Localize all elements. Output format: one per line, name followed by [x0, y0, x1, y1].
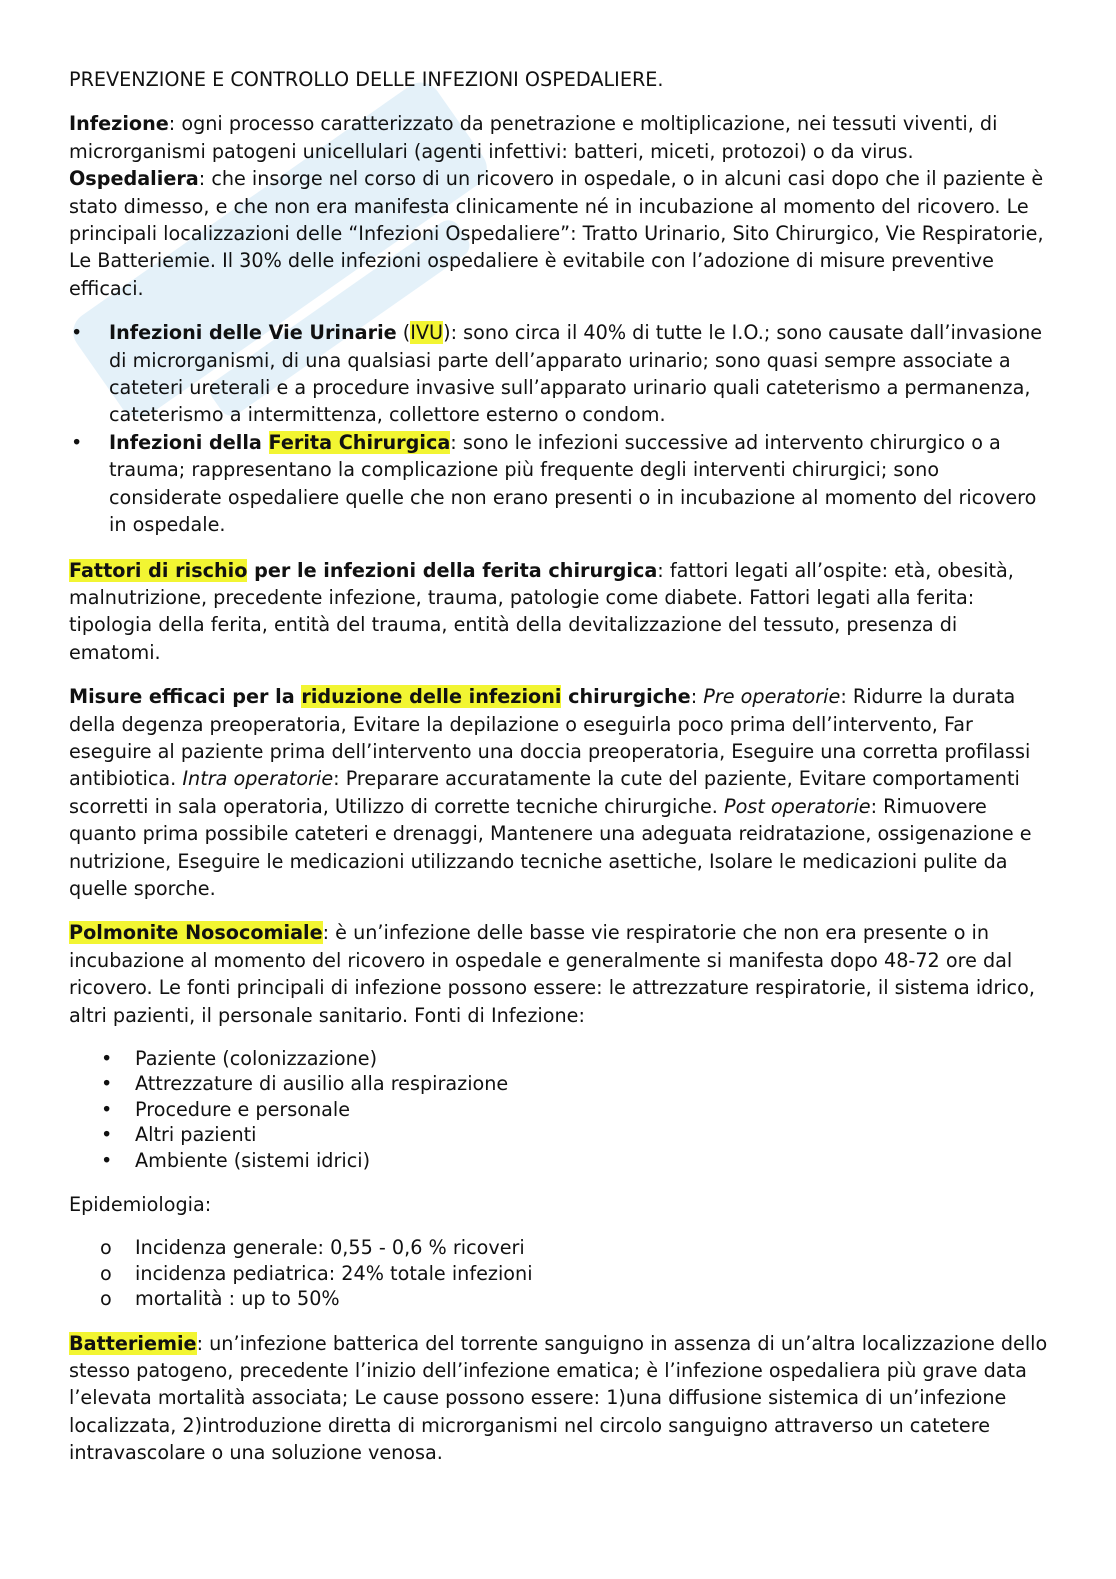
rischio-paragraph — [69, 557, 1054, 667]
label-intra-operatorie: Intra operatorie — [182, 767, 334, 791]
highlight-polmonite: Polmonite Nosocomiale — [69, 921, 323, 945]
bullet-icon: • — [101, 1148, 113, 1172]
batteriemie-paragraph — [69, 1330, 1054, 1467]
list-item-ivu: • Infezioni delle Vie Urinarie (IVU): sono circa il 40% di tutte le I.O.; sono causate dall’invasione di microrganismi, di una qualsiasi parte dell’apparato urinario; sono quasi sempre associate a cateteri ureterali e a procedure invasive sull’apparato urinario quali cateterismo a permanenza, cateterismo a intermittenza, collettore esterno o condom. — [71, 321, 1043, 427]
epidemiologia-label: Epidemiologia: — [69, 1193, 212, 1217]
polmonite-text: : è un’infezione delle basse vie respiratorie che non era presente o in incubazione al momento del ricovero in ospedale e generalmente si manifesta dopo 48-72 ore dal ricovero. Le fonti principali di infezione possono essere: le attrezzature respiratorie, il sistema idrico, altri pazienti, il personale sanitario. Fonti di Infezione: — [69, 921, 1035, 1027]
ferita-description: : sono le infezioni successive ad intervento chirurgico o a trauma; rappresentano la complicazione più frequente degli interventi chirurgici; sono considerate ospedaliere quelle che non erano presenti o in incubazione al momento del ricovero in ospedale. — [109, 430, 1037, 537]
misure-paragraph: Misure efficaci per la riduzione delle infezioni chirurgiche: Pre operatorie: Ridurre la durata della degenza preoperatoria, Evitare la depilazione o eseguirla poco prima dell’intervento, Far eseguire al paziente prima dell’intervento una doccia preoperatoria, Eseguire una corretta profilassi antibiotica. Intra operatorie: Preparare accuratamente la cute del paziente, Evitare comportamenti scorretti in sala operatoria, Utilizzo di corrette tecniche chirurgiche. Post operatorie: Rimuovere quanto prima possibile cateteri e drenaggi, Mantenere una adeguata reidratazione, ossigenazione e nutrizione, Eseguire le medicazioni utilizzando tecniche asettiche, Isolare le medicazioni pulite da quelle sporche. — [69, 685, 1032, 900]
list-item: • Altri pazienti — [101, 1123, 257, 1147]
highlight-riduzione: riduzione delle infezioni — [301, 685, 562, 709]
bullet-icon: • — [101, 1047, 113, 1070]
bullet-icon: • — [71, 321, 83, 345]
highlight-ivu: IVU — [410, 321, 444, 345]
bullet-icon: • — [71, 430, 83, 454]
list-item-ferita — [69, 429, 1054, 539]
label-pre-operatorie: Pre operatorie — [703, 685, 841, 709]
polmonite-paragraph — [69, 919, 1054, 1029]
list-item: • Attrezzature di ausilio alla respirazione — [101, 1072, 509, 1096]
term-infezione: Infezione — [69, 112, 169, 136]
highlight-fattori-rischio: Fattori di rischio — [69, 558, 248, 582]
list-item: • Procedure e personale — [101, 1097, 351, 1121]
document-page — [69, 66, 1054, 1484]
circle-bullet-icon: o — [100, 1236, 112, 1260]
label-post-operatorie: Post operatorie — [724, 794, 871, 818]
epidemiologia-list — [69, 1235, 1054, 1311]
highlight-ferita-chirurgica: Ferita Chirurgica — [268, 430, 451, 454]
fonti-list — [69, 1046, 1054, 1173]
document-title: PREVENZIONE E CONTROLLO DELLE INFEZIONI OSPEDALIERE. — [69, 68, 664, 91]
circle-bullet-icon: o — [100, 1287, 112, 1311]
ivu-description: ): sono circa il 40% di tutte le I.O.; sono causate dall’invasione di microrganismi, di una qualsiasi parte dell’apparato urinario; sono quasi sempre associate a cateteri ureterali e a procedure invasive sull’apparato urinario quali cateterismo a permanenza, cateterismo a intermittenza, collettore esterno o condom. — [109, 321, 1043, 427]
term-ospedaliera: Ospedaliera — [69, 167, 199, 191]
bullet-icon: • — [101, 1097, 113, 1121]
term-ivu: Infezioni delle Vie Urinarie — [109, 321, 397, 345]
circle-bullet-icon: o — [100, 1261, 112, 1285]
intro-paragraph — [69, 110, 1054, 302]
infezione-definition: : ogni processo caratterizzato da penetrazione e moltiplicazione, nei tessuti viventi, di microrganismi patogeni unicellulari (agenti infettivi: batteri, miceti, protozoi) o da virus. — [69, 112, 998, 163]
batteriemie-text: : un’infezione batterica del torrente sanguigno in assenza di un’altra localizzazione dello stesso patogeno, precedente l’inizio dell’infezione ematica; è l’infezione ospedaliera più grave data l’elevata mortalità associata; Le cause possono essere: 1)una diffusione sistemica di un’infezione localizzata, 2)introduzione diretta di microrganismi nel circolo sanguigno attraverso un catetere intravascolare o una soluzione venosa. — [69, 1331, 1048, 1465]
list-item: o mortalità : up to 50% — [100, 1287, 340, 1311]
ospedaliera-definition: : che insorge nel corso di un ricovero in ospedale, o in alcuni casi dopo che il paziente è stato dimesso, e che non era manifesta clinicamente né in incubazione al momento del ricovero. Le principali localizzazioni delle “Infezioni Ospedaliere”: Tratto Urinario, Sito Chirurgico, Vie Respiratorie, Le Batteriemie. Il 30% delle infezioni ospedaliere è evitabile con l’adozione di misure preventive efficaci. — [69, 167, 1044, 300]
list-item: o Incidenza generale: 0,55 - 0,6 % ricoveri — [100, 1236, 525, 1260]
term-rischio: per le infezioni della ferita chirurgica — [247, 558, 658, 582]
rischio-text: : fattori legati all’ospite: età, obesità, malnutrizione, precedente infezione, trauma, patologie come diabete. Fattori legati alla ferita: tipologia della ferita, entità del trauma, entità della devitalizzazione del tessuto, presenza di ematomi. — [69, 558, 1014, 664]
list-item: • Ambiente (sistemi idrici) — [101, 1148, 371, 1172]
term-ferita: Infezioni della — [109, 430, 269, 454]
highlight-batteriemie: Batteriemie — [69, 1331, 197, 1355]
bullet-icon: • — [101, 1123, 113, 1147]
bullet-icon: • — [101, 1072, 113, 1096]
list-item: o incidenza pediatrica: 24% totale infezioni — [100, 1261, 533, 1285]
main-list — [69, 319, 1054, 538]
list-item: • Paziente (colonizzazione) — [101, 1047, 378, 1070]
